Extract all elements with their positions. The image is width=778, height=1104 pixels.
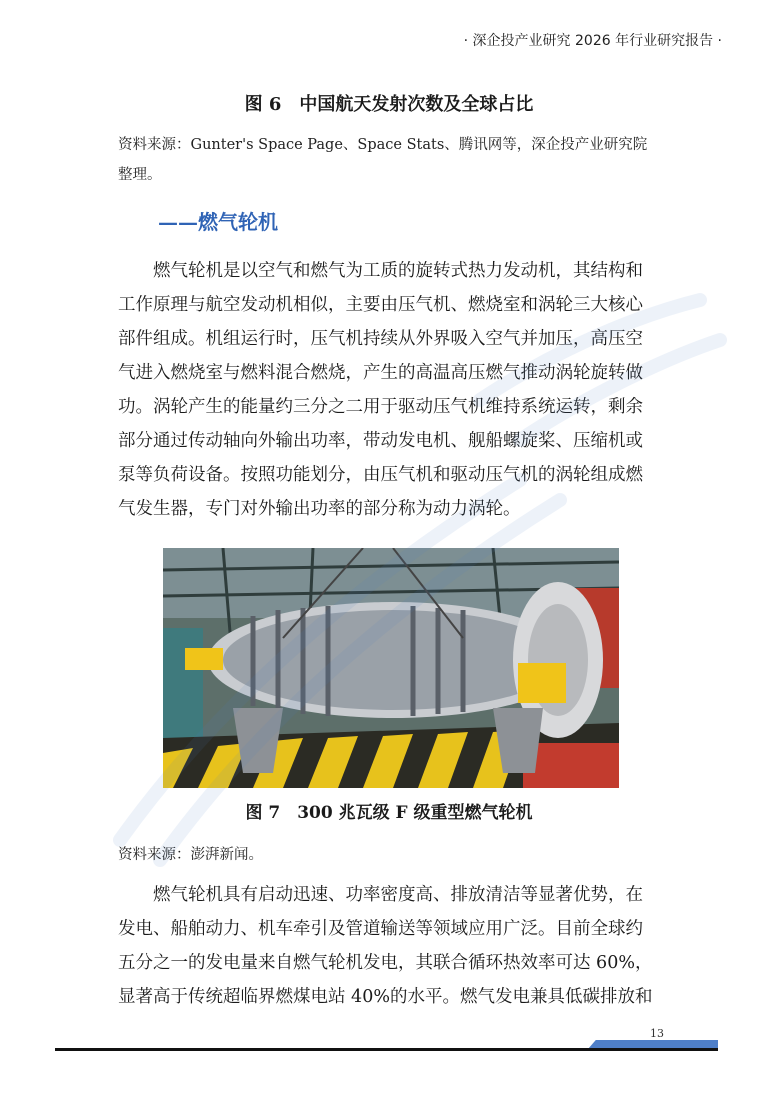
paragraph-line: 发电、船舶动力、机车牵引及管道输送等领域应用广泛。目前全球约 xyxy=(118,919,643,939)
figure-6-source-line: 资料来源：Gunter's Space Page、Space Stats、腾讯网等，深企投产业研究院 xyxy=(118,137,648,153)
paragraph-line: 五分之一的发电量来自燃气轮机发电，其联合循环热效率可达 60%， xyxy=(118,953,653,973)
figure-7-source: 资料来源：澎湃新闻。 xyxy=(118,847,263,863)
figure-6-caption: 图 6 中国航天发射次数及全球占比 xyxy=(244,94,534,115)
paragraph-line: 燃气轮机是以空气和燃气为工质的旋转式热力发动机，其结构和 xyxy=(153,261,643,281)
gas-turbine-photo xyxy=(163,548,619,788)
paragraph-line: 功。涡轮产生的能量约三分之二用于驱动压气机维持系统运转，剩余 xyxy=(118,397,643,417)
paragraph-gas-turbine-advantages xyxy=(118,878,678,1014)
paragraph-line: 燃气轮机具有启动迅速、功率密度高、排放清洁等显著优势，在 xyxy=(153,885,643,905)
paragraph-line: 部分通过传动轴向外输出功率，带动发电机、舰船螺旋桨、压缩机或 xyxy=(118,431,643,451)
paragraph-line: 显著高于传统超临界燃煤电站 40%的水平。燃气发电兼具低碳排放和 xyxy=(118,987,653,1007)
paragraph-line: 气发生器，专门对外输出功率的部分称为动力涡轮。 xyxy=(118,499,521,519)
paragraph-line: 部件组成。机组运行时，压气机持续从外界吸入空气并加压，高压空 xyxy=(118,329,643,349)
paragraph-line: 工作原理与航空发动机相似，主要由压气机、燃烧室和涡轮三大核心 xyxy=(118,295,643,315)
figure-7-caption: 图 7 300 兆瓦级 F 级重型燃气轮机 xyxy=(245,803,533,823)
footer-rule xyxy=(55,1048,718,1051)
paragraph-line: 气进入燃烧室与燃料混合燃烧，产生的高温高压燃气推动涡轮旋转做 xyxy=(118,363,643,383)
figure-6-source-line: 整理。 xyxy=(118,167,162,183)
page-number: 13 xyxy=(650,1027,664,1040)
section-heading: ——燃气轮机 xyxy=(158,210,278,234)
figure-6-source xyxy=(118,130,678,190)
report-header: · 深企投产业研究 2026 年行业研究报告 · xyxy=(463,33,722,49)
paragraph-gas-turbine-intro xyxy=(118,254,678,526)
paragraph-line: 泵等负荷设备。按照功能划分，由压气机和驱动压气机的涡轮组成燃 xyxy=(118,465,643,485)
